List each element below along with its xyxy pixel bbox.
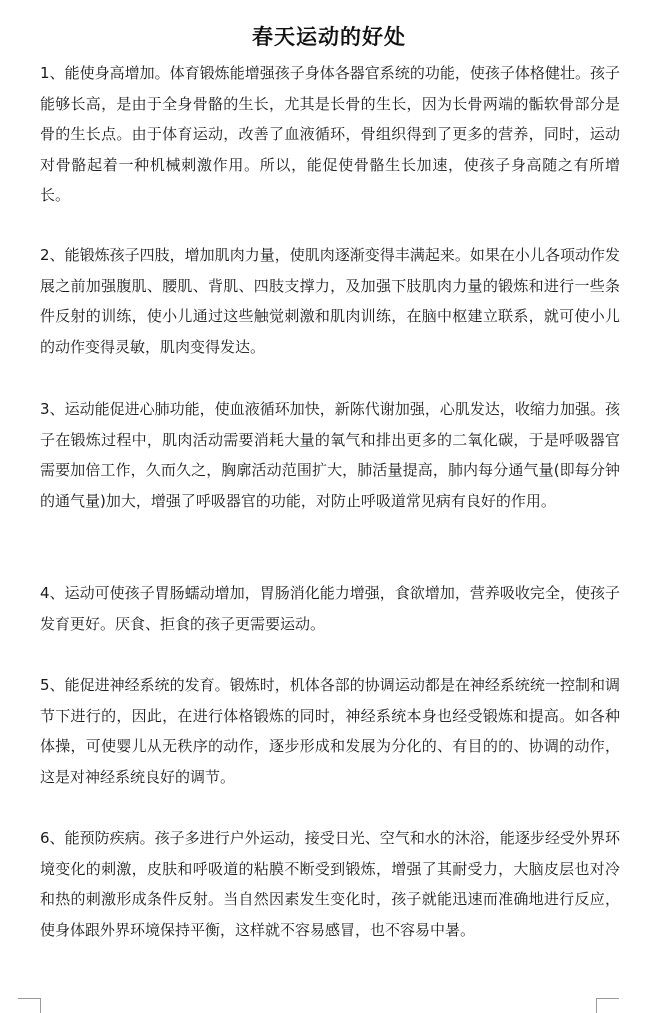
page-corner-mark-right [596,998,619,1013]
paragraph-5: 5、能促进神经系统的发育。锻炼时，机体各部的协调运动都是在神经系统统一控制和调节下进行的，因此，在进行体格锻炼的同时，神经系统本身也经受锻炼和提高。如各种体操，可使婴儿从无秩序的动作，逐步形成和发展为分化的、有目的的、协调的动作，这是对神经系统良好的调节。 [40,676,620,786]
document-title: 春天运动的好处 [252,25,406,49]
paragraph-3: 3、运动能促进心肺功能，使血液循环加快，新陈代谢加强，心肌发达，收缩力加强。孩子在锻炼过程中，肌肉活动需要消耗大量的氧气和排出更多的二氧化碳，于是呼吸器官需要加倍工作，久而久之，胸廓活动范围扩大，肺活量提高，肺内每分通气量(即每分钟的通气量)加大，增强了呼吸器官的功能，对防止呼吸道常见病有良好的作用。 [40,400,620,510]
paragraph-6: 6、能预防疾病。孩子多进行户外运动，接受日光、空气和水的沐浴，能逐步经受外界环境变化的刺激，皮肤和呼吸道的粘膜不断受到锻炼，增强了其耐受力，大脑皮层也对冷和热的刺激形成条件反射。当自然因素发生变化时，孩子就能迅速而准确地进行反应，使身体跟外界环境保持平衡，这样就不容易感冒，也不容易中暑。 [40,829,620,939]
paragraph-2: 2、能锻炼孩子四肢，增加肌肉力量，使肌肉逐渐变得丰满起来。如果在小儿各项动作发展之前加强腹肌、腰肌、背肌、四肢支撑力，及加强下肢肌肉力量的锻炼和进行一些条件反射的训练，使小儿通过这些触觉刺激和肌肉训练，在脑中枢建立联系，就可使小儿的动作变得灵敏，肌肉变得发达。 [40,246,620,356]
paragraph-1: 1、能使身高增加。体育锻炼能增强孩子身体各器官系统的功能，使孩子体格健壮。孩子能够长高，是由于全身骨骼的生长，尤其是长骨的生长，因为长骨两端的骺软骨部分是骨的生长点。由于体育运动，改善了血液循环，骨组织得到了更多的营养，同时，运动对骨骼起着一种机械刺激作用。所以，能促使骨骼生长加速，使孩子身高随之有所增长。 [40,64,620,204]
page-corner-mark-left [18,998,41,1013]
paragraph-4: 4、运动可使孩子胃肠蠕动增加，胃肠消化能力增强，食欲增加，营养吸收完全，使孩子发育更好。厌食、拒食的孩子更需要运动。 [40,584,620,633]
